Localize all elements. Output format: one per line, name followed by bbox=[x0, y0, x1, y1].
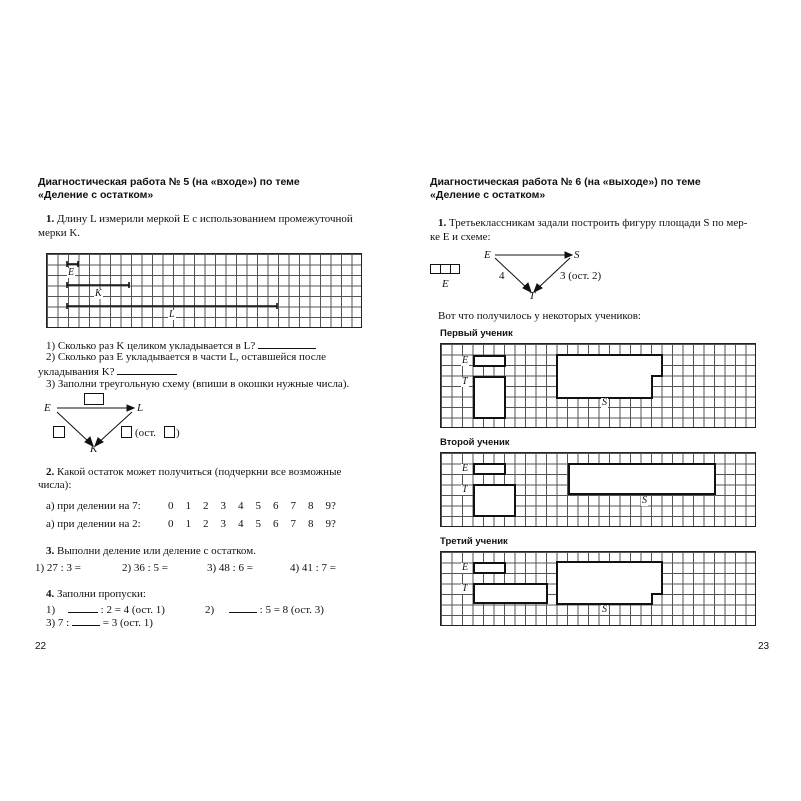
task4-heading bbox=[46, 588, 146, 601]
right-task1-text-line1: Третьеклассникам задали построить фигуру площади S по мер- bbox=[449, 217, 748, 229]
right-task1-number: 1. bbox=[438, 217, 447, 229]
student3-s-shape bbox=[400, 0, 801, 801]
task2-row-b-number[interactable]: 3 bbox=[220, 518, 226, 530]
task1-question3: 3) Заполни треугольную схему (впиши в окошки нужные числа). bbox=[46, 378, 350, 390]
right-title-line1: Диагностическая работа № 6 (на «выходе») по теме bbox=[430, 176, 701, 188]
task2-row-a-number[interactable]: 3 bbox=[220, 500, 226, 512]
answer-blank[interactable] bbox=[68, 602, 98, 613]
task2-row-a-number[interactable]: 9? bbox=[325, 500, 336, 512]
task4-item-3-text-b: = 3 (ост. 1) bbox=[102, 617, 153, 629]
task2-row-a-number[interactable]: 1 bbox=[185, 500, 191, 512]
results-text: Вот что получилось у некоторых учеников: bbox=[438, 310, 641, 322]
scheme-box-left[interactable] bbox=[53, 426, 65, 438]
task4-item-3 bbox=[46, 615, 153, 630]
triangle-scheme-arrows bbox=[0, 0, 400, 801]
task3-item-3: 3) 48 : 6 = bbox=[207, 562, 253, 574]
task4-item-1-text: : 2 = 4 (ост. 1) bbox=[100, 604, 165, 616]
task3-item-2: 2) 36 : 5 = bbox=[122, 562, 168, 574]
task2-row-b-number[interactable]: 8 bbox=[308, 518, 314, 530]
left-title-line2: «Деление с остатком» bbox=[38, 189, 154, 201]
scheme-ost-text: (ост. bbox=[135, 427, 157, 439]
task1-question1-text: 1) Сколько раз K целиком укладывается в L? bbox=[46, 340, 256, 352]
task1-question2-line1: 2) Сколько раз E укладывается в части L, оставшейся после bbox=[46, 351, 326, 363]
right-task1-line2: ке E и схеме: bbox=[430, 231, 491, 243]
task4-item-1-num: 1) bbox=[46, 604, 56, 616]
student2-t-label: T bbox=[462, 484, 468, 495]
task3-heading bbox=[46, 545, 256, 558]
right-scheme-e: E bbox=[484, 249, 491, 261]
task4-item-2-num: 2) bbox=[205, 604, 215, 616]
task2-row-a-number[interactable]: 6 bbox=[273, 500, 279, 512]
student1-title: Первый ученик bbox=[440, 328, 513, 339]
student3-s-label: S bbox=[602, 604, 607, 615]
student3-e-label: E bbox=[462, 562, 469, 573]
task4-item-2 bbox=[205, 602, 324, 617]
task4-item-3-text-a: 3) 7 : bbox=[46, 617, 70, 629]
segment-l-label: L bbox=[169, 309, 175, 320]
student1-t-label: T bbox=[462, 376, 468, 387]
task3-text: Выполни деление или деление с остатком. bbox=[57, 545, 256, 557]
task2-row-b-number[interactable]: 6 bbox=[273, 518, 279, 530]
student3-title: Третий ученик bbox=[440, 536, 508, 547]
task2-row-b-number[interactable]: 0 bbox=[168, 518, 174, 530]
scheme-label-l: L bbox=[137, 402, 144, 414]
right-scheme-t: T bbox=[529, 290, 536, 302]
task2-line2: числа): bbox=[38, 479, 72, 491]
left-page-number: 22 bbox=[35, 641, 47, 652]
student1-e-label: E bbox=[462, 355, 469, 366]
scheme-label-e: E bbox=[44, 402, 51, 414]
task1-line2: мерки K. bbox=[38, 227, 81, 239]
task2-number: 2. bbox=[46, 466, 55, 478]
task1-number: 1. bbox=[46, 213, 55, 225]
task2-row-a-number[interactable]: 0 bbox=[168, 500, 174, 512]
task2-row-b-number[interactable]: 7 bbox=[290, 518, 296, 530]
right-scheme-4: 4 bbox=[499, 270, 505, 282]
answer-blank[interactable] bbox=[229, 602, 257, 613]
scheme-close-paren: ) bbox=[176, 427, 180, 439]
right-page-number: 23 bbox=[758, 641, 770, 652]
right-page bbox=[400, 0, 801, 801]
task4-text: Заполни пропуски: bbox=[57, 588, 146, 600]
task1-question2-text: укладывания K? bbox=[38, 366, 115, 378]
task3-number: 3. bbox=[46, 545, 55, 557]
segment-e-label: E bbox=[68, 267, 75, 278]
scheme-label-k: K bbox=[90, 443, 98, 455]
scheme-box-top[interactable] bbox=[84, 393, 104, 405]
task2-row-b-label: а) при делении на 2: bbox=[46, 518, 141, 530]
task2-line1 bbox=[46, 466, 341, 479]
scheme-box-right[interactable] bbox=[121, 426, 132, 438]
task1-text-line1: Длину L измерили меркой E с использованием промежуточной bbox=[57, 213, 353, 225]
task2-row-b-number[interactable]: 4 bbox=[238, 518, 244, 530]
task2-row-a-number[interactable]: 8 bbox=[308, 500, 314, 512]
task4-item-2-text: : 5 = 8 (ост. 3) bbox=[259, 604, 324, 616]
student1-s-label: S bbox=[602, 397, 607, 408]
scheme-box-remainder[interactable] bbox=[164, 426, 175, 438]
task3-item-1: 1) 27 : 3 = bbox=[35, 562, 81, 574]
task2-row-b-number[interactable]: 1 bbox=[185, 518, 191, 530]
student2-e-label: E bbox=[462, 463, 469, 474]
task2-row-b-number[interactable]: 9? bbox=[325, 518, 336, 530]
right-scheme-s: S bbox=[574, 249, 580, 261]
task2-row-a-number[interactable]: 5 bbox=[255, 500, 261, 512]
right-title-line2: «Деление с остатком» bbox=[430, 189, 546, 201]
task2-row-a-label: а) при делении на 7: bbox=[46, 500, 141, 512]
student2-s-label: S bbox=[642, 495, 647, 506]
segment-k-label: K bbox=[95, 288, 102, 299]
task2-row-b-number[interactable]: 2 bbox=[203, 518, 209, 530]
left-page bbox=[0, 0, 400, 801]
task2-row-a-number[interactable]: 4 bbox=[238, 500, 244, 512]
student2-title: Второй ученик bbox=[440, 437, 510, 448]
answer-blank[interactable] bbox=[72, 615, 100, 626]
student3-t-label: T bbox=[462, 583, 468, 594]
task2-row-a-number[interactable]: 2 bbox=[203, 500, 209, 512]
task2-row-b-number[interactable]: 5 bbox=[255, 518, 261, 530]
left-title-line1: Диагностическая работа № 5 (на «входе») по теме bbox=[38, 176, 300, 188]
task3-item-4: 4) 41 : 7 = bbox=[290, 562, 336, 574]
task2-text-line1: Какой остаток может получиться (подчеркни все возможные bbox=[57, 466, 342, 478]
task4-number: 4. bbox=[46, 588, 55, 600]
right-scheme-3-ost: 3 (ост. 2) bbox=[560, 270, 602, 282]
measure-e-label: E bbox=[442, 278, 449, 290]
task2-row-a-number[interactable]: 7 bbox=[290, 500, 296, 512]
